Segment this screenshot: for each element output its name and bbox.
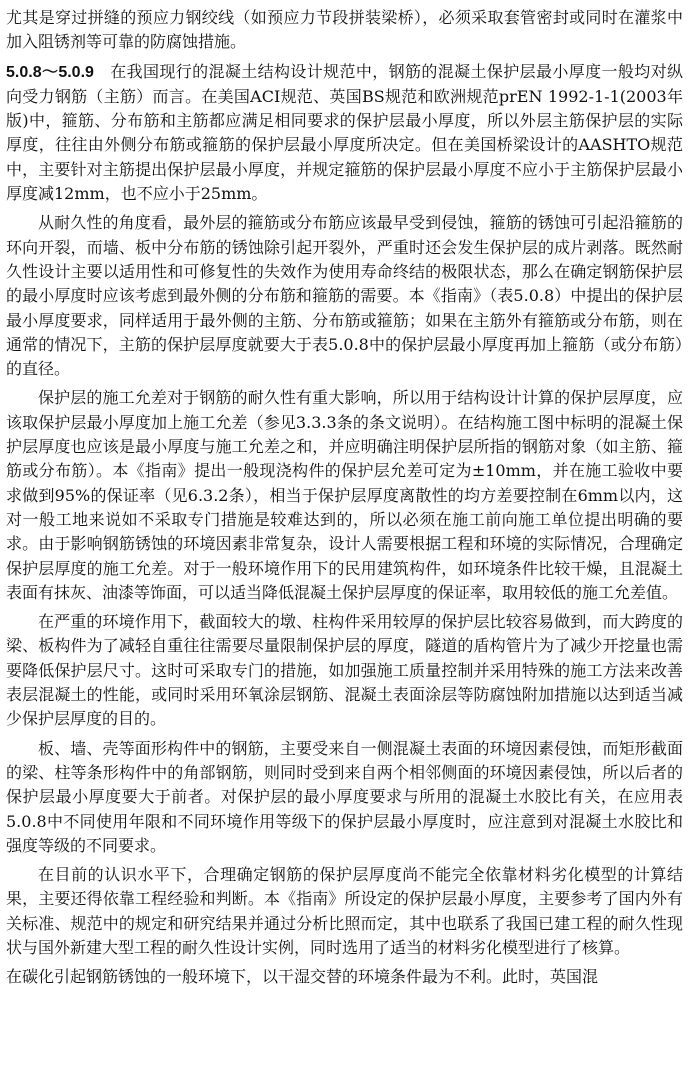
paragraph-5 [6, 610, 683, 731]
paragraph-1 [6, 6, 683, 55]
paragraph-2 [6, 60, 683, 207]
paragraph-text: 保护层的施工允差对于钢筋的耐久性有重大影响，所以用于结构设计计算的保护层厚度，应该取保护层最小厚度加上施工允差（参见3.3.3条的条文说明）。在结构施工图中标明的混凝土保护层厚度也应该是最小厚度与施工允差之和，并应明确注明保护层所指的钢筋对象（如主筋、箍筋或分布筋）。本《指南》提出一般现浇构件的保护层允差可定为±10mm，并在施工验收中要求做到95%的保证率（见6.3.2条），相当于保护层厚度离散性的均方差要控制在6mm以内，这对一般工地来说如不采取专门措施是较难达到的，所以必须在施工前向施工单位提出明确的要求。由于影响钢筋锈蚀的环境因素非常复杂，设计人需要根据工程和环境的实际情况，合理确定保护层厚度的施工允差。对于一般环境作用下的民用建筑构件，如环境条件比较干燥，且混凝土表面有抹灰、油漆等饰面，可以适当降低混凝土保护层厚度的保证率，取用较低的施工允差值。 [6, 388, 683, 602]
paragraph-3 [6, 211, 683, 381]
paragraph-text: 板、墙、壳等面形构件中的钢筋，主要受来自一侧混凝土表面的环境因素侵蚀，而矩形截面的梁、柱等条形构件中的角部钢筋，则同时受到来自两个相邻侧面的环境因素侵蚀，所以后者的保护层最小厚度要大于前者。对保护层的最小厚度要求与所用的混凝土水胶比有关，在应用表5.0.8中不同使用年限和不同环境作用等级下的保护层最小厚度时，应注意到对混凝土水胶比和强度等级的不同要求。 [6, 738, 683, 855]
paragraph-text: 在碳化引起钢筋锈蚀的一般环境下，以干湿交替的环境条件最为不利。此时，英国混 [6, 967, 599, 987]
paragraph-6 [6, 737, 683, 858]
clause-number: 5.0.8～5.0.9 [6, 63, 94, 81]
paragraph-text: 从耐久性的角度看，最外层的箍筋或分布筋应该最早受到侵蚀，箍筋的锈蚀可引起沿箍筋的环向开裂，而墙、板中分布筋的锈蚀除引起开裂外，严重时还会发生保护层的成片剥落。既然耐久性设计主要以适用性和可修复性的失效作为使用寿命终结的极限状态，那么在确定钢筋保护层的最小厚度时应该考虑到最外侧的分布筋和箍筋的需要。本《指南》（表5.0.8）中提出的保护层最小厚度要求，同样适用于最外侧的主筋、分布筋或箍筋；如果在主筋外有箍筋或分布筋，则在通常的情况下，主筋的保护层厚度就要大于表5.0.8中的保护层最小厚度再加上箍筋（或分布筋）的直径。 [6, 213, 683, 379]
paragraph-text: 在我国现行的混凝土结构设计规范中，钢筋的混凝土保护层最小厚度一般均对纵向受力钢筋（主筋）而言。在美国ACI规范、英国BS规范和欧洲规范prEN 1992-1-1(2003年版)中，箍筋、分布筋和主筋都应满足相同要求的保护层最小厚度，所以外层主筋保护层的实际厚度，往往由外侧分布筋或箍筋的保护层最小厚度所决定。但在美国桥梁设计的AASHTO规范中，主要针对主筋提出保护层最小厚度，并规定箍筋的保护层最小厚度不应小于主筋保护层最小厚度减12mm，也不应小于25mm。 [6, 61, 683, 204]
paragraph-7 [6, 863, 683, 960]
paragraph-text: 在严重的环境作用下，截面较大的墩、柱构件采用较厚的保护层比较容易做到，而大跨度的梁、板构件为了减轻自重往往需要尽量限制保护层的厚度，隧道的盾构管片为了减少开挖量也需要降低保护层尺寸。这时可采取专门的措施，如加强施工质量控制并采用特殊的施工方法来改善表层混凝土的性能，或同时采用环氧涂层钢筋、混凝土表面涂层等防腐蚀附加措施以达到适当减少保护层厚度的目的。 [6, 612, 683, 729]
paragraph-text: 在目前的认识水平下，合理确定钢筋的保护层厚度尚不能完全依靠材料劣化模型的计算结果，主要还得依靠工程经验和判断。本《指南》所设定的保护层最小厚度，主要参考了国内外有关标准、规范中的规定和研究结果并通过分析比照而定，其中也联系了我国已建工程的耐久性现状与国外新建大型工程的耐久性设计实例，同时选用了适当的材料劣化模型进行了核算。 [6, 865, 683, 957]
paragraph-8 [6, 965, 683, 989]
paragraph-4 [6, 386, 683, 605]
paragraph-text: 尤其是穿过拼缝的预应力钢绞线（如预应力节段拼装梁桥），必须采取套管密封或同时在灌浆中加入阻锈剂等可靠的防腐蚀措施。 [6, 8, 683, 52]
